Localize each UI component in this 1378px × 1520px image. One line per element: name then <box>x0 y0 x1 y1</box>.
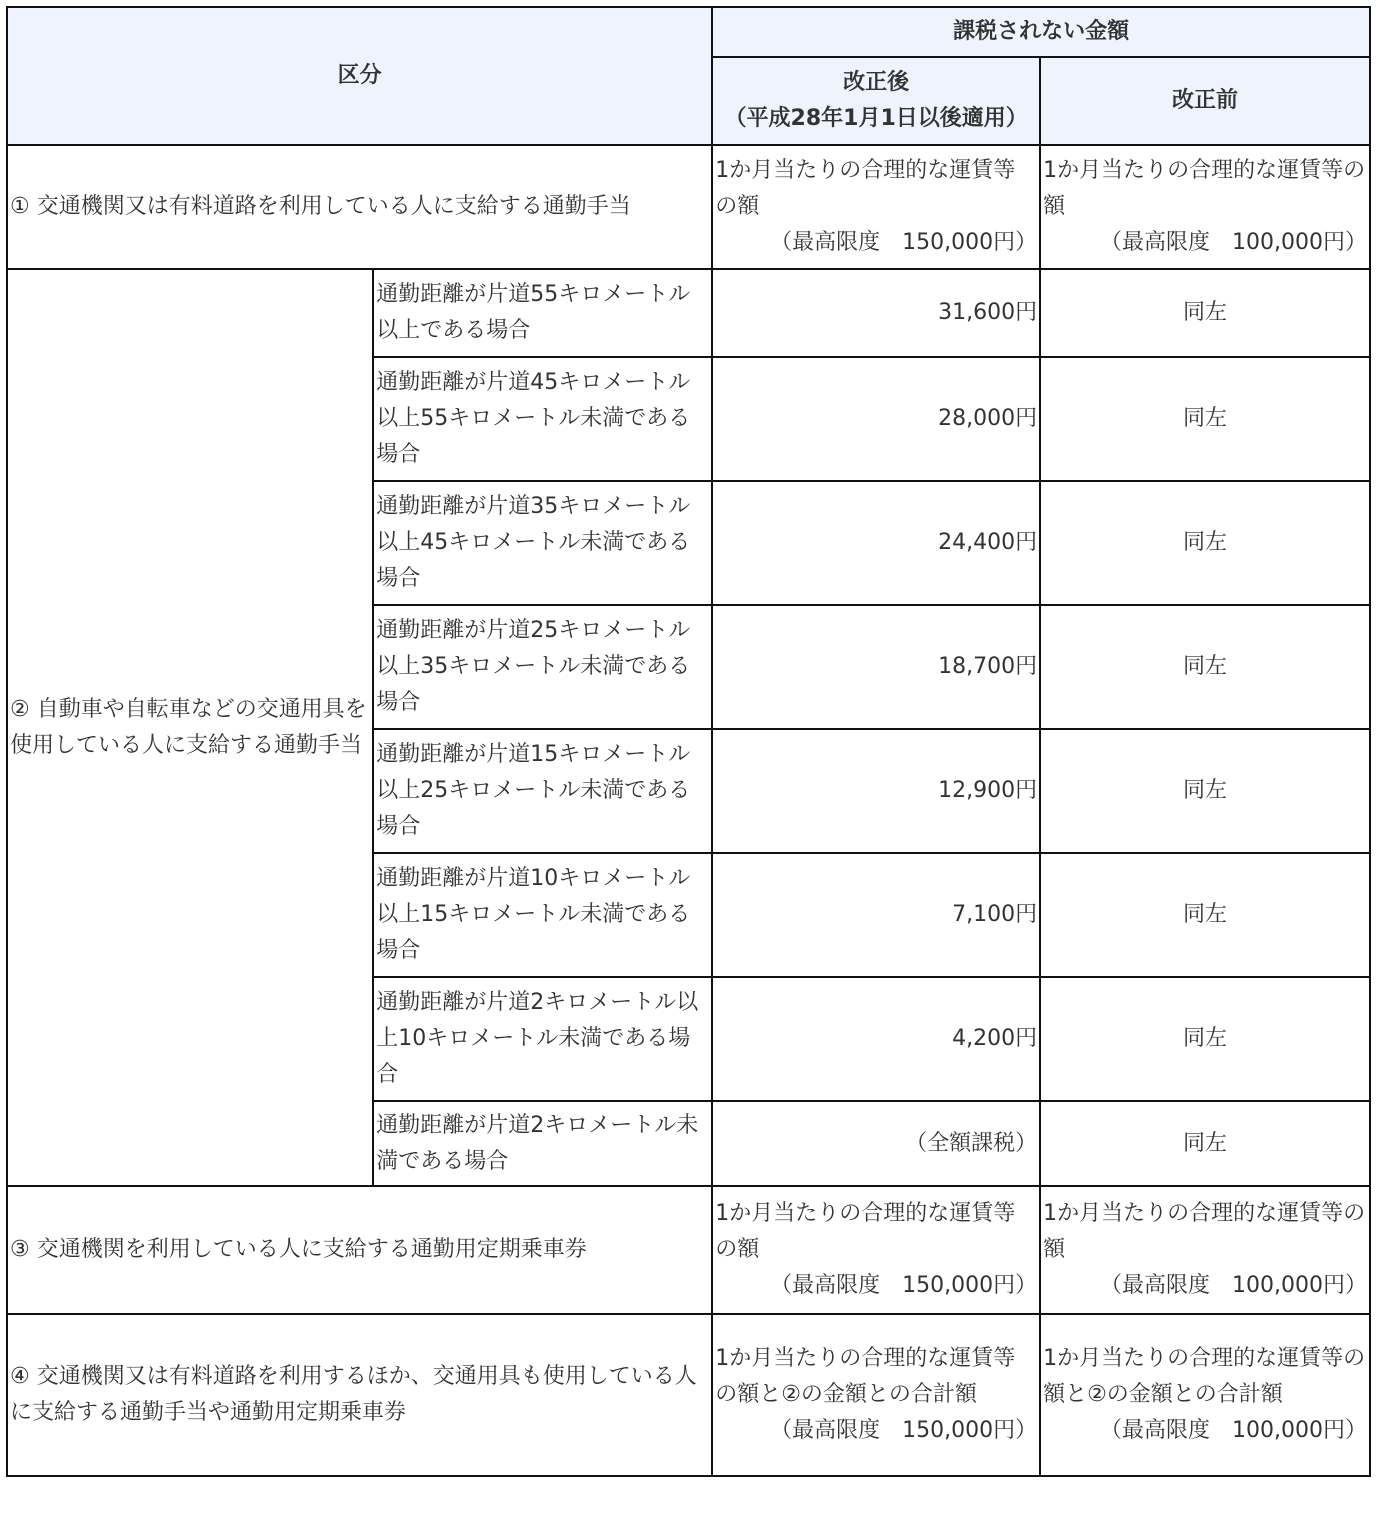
before-amount-cell: 同左 <box>1040 853 1370 977</box>
before-amount-cell: 同左 <box>1040 481 1370 605</box>
after-amount-cell: 31,600円 <box>712 269 1040 357</box>
row4-after-limit: （最高限度 150,000円） <box>770 1418 1038 1443</box>
distance-cell: 通勤距離が片道15キロメートル以上25キロメートル未満である場合 <box>373 729 712 853</box>
after-amount-cell: 12,900円 <box>712 729 1040 853</box>
table-row <box>7 269 1370 357</box>
row1-after-text: 1か月当たりの合理的な運賃等の額 <box>715 158 1016 219</box>
row1-before-text: 1か月当たりの合理的な運賃等の額 <box>1043 158 1366 219</box>
after-amount-cell: （全額課税） <box>712 1101 1040 1186</box>
row2-category: ② 自動車や自転車などの交通用具を使用している人に支給する通勤手当 <box>7 269 373 1186</box>
row3-before-limit: （最高限度 100,000円） <box>1100 1273 1367 1298</box>
before-amount-cell: 同左 <box>1040 977 1370 1101</box>
row3-category: ③ 交通機関を利用している人に支給する通勤用定期乗車券 <box>7 1186 712 1314</box>
row4-after <box>712 1314 1040 1476</box>
row3-after-text: 1か月当たりの合理的な運賃等の額 <box>715 1201 1016 1262</box>
header-category: 区分 <box>7 7 712 145</box>
after-amount-cell: 28,000円 <box>712 357 1040 481</box>
row4-before-limit: （最高限度 100,000円） <box>1100 1418 1367 1443</box>
after-revision-label: 改正後 <box>843 70 910 95</box>
row1-after-limit: （最高限度 150,000円） <box>770 230 1038 255</box>
table-row <box>7 1186 1370 1314</box>
row1-after <box>712 145 1040 269</box>
header-after-revision <box>712 57 1040 145</box>
table-row <box>7 1314 1370 1476</box>
distance-cell: 通勤距離が片道25キロメートル以上35キロメートル未満である場合 <box>373 605 712 729</box>
row1-before-limit: （最高限度 100,000円） <box>1100 230 1367 255</box>
row1-category: ① 交通機関又は有料道路を利用している人に支給する通勤手当 <box>7 145 712 269</box>
header-nontaxable-amount: 課税されない金額 <box>712 7 1370 57</box>
distance-cell: 通勤距離が片道10キロメートル以上15キロメートル未満である場合 <box>373 853 712 977</box>
row4-category: ④ 交通機関又は有料道路を利用するほか、交通用具も使用している人に支給する通勤手当や通勤用定期乗車券 <box>7 1314 712 1476</box>
commuting-allowance-table <box>6 6 1371 1477</box>
after-revision-note: （平成28年1月1日以後適用） <box>724 106 1028 131</box>
row3-after <box>712 1186 1040 1314</box>
row4-before <box>1040 1314 1370 1476</box>
before-amount-cell: 同左 <box>1040 729 1370 853</box>
after-amount-cell: 7,100円 <box>712 853 1040 977</box>
table-row <box>7 145 1370 269</box>
row3-before <box>1040 1186 1370 1314</box>
row3-before-text: 1か月当たりの合理的な運賃等の額 <box>1043 1201 1366 1262</box>
before-amount-cell: 同左 <box>1040 605 1370 729</box>
after-amount-cell: 4,200円 <box>712 977 1040 1101</box>
distance-cell: 通勤距離が片道45キロメートル以上55キロメートル未満である場合 <box>373 357 712 481</box>
distance-cell: 通勤距離が片道55キロメートル以上である場合 <box>373 269 712 357</box>
distance-cell: 通勤距離が片道2キロメートル未満である場合 <box>373 1101 712 1186</box>
header-before-revision: 改正前 <box>1040 57 1370 145</box>
row4-after-text: 1か月当たりの合理的な運賃等の額と②の金額との合計額 <box>715 1346 1016 1407</box>
row1-before <box>1040 145 1370 269</box>
before-amount-cell: 同左 <box>1040 1101 1370 1186</box>
after-amount-cell: 24,400円 <box>712 481 1040 605</box>
row4-before-text: 1か月当たりの合理的な運賃等の額と②の金額との合計額 <box>1043 1346 1366 1407</box>
after-amount-cell: 18,700円 <box>712 605 1040 729</box>
before-amount-cell: 同左 <box>1040 269 1370 357</box>
distance-cell: 通勤距離が片道35キロメートル以上45キロメートル未満である場合 <box>373 481 712 605</box>
before-amount-cell: 同左 <box>1040 357 1370 481</box>
distance-cell: 通勤距離が片道2キロメートル以上10キロメートル未満である場合 <box>373 977 712 1101</box>
row3-after-limit: （最高限度 150,000円） <box>770 1273 1038 1298</box>
